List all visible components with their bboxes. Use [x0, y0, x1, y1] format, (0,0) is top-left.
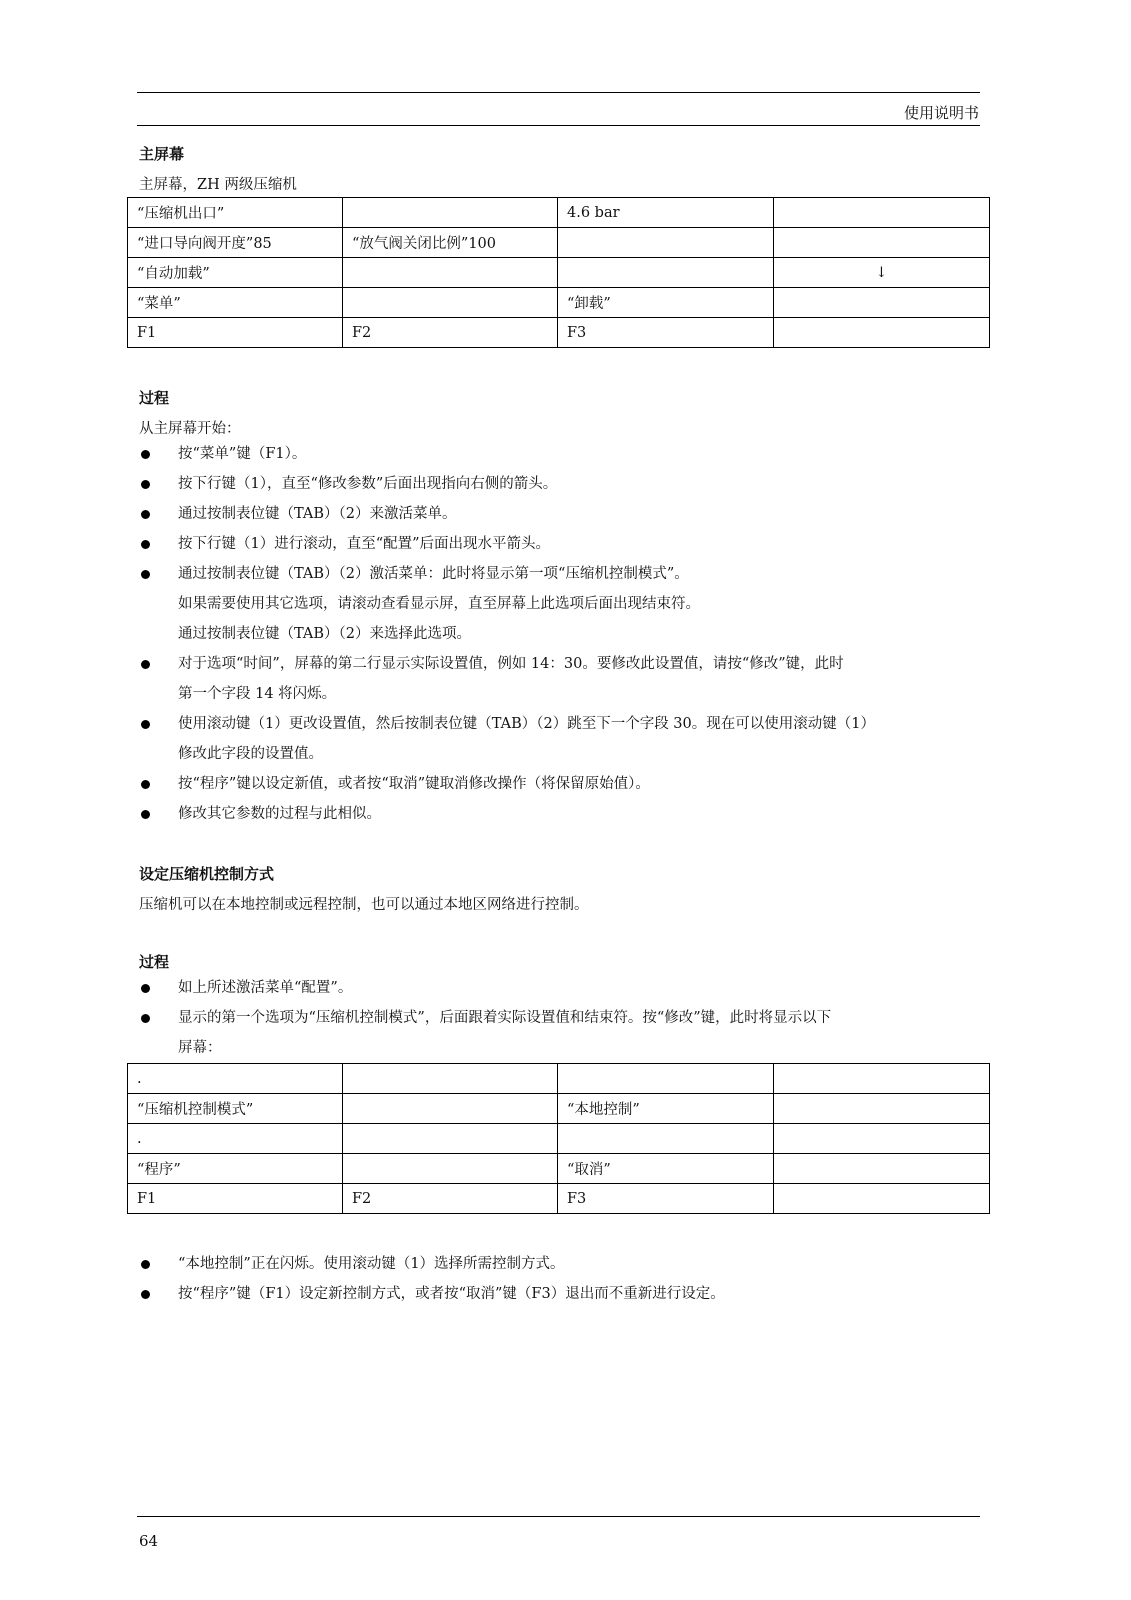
header-rule-top: [137, 92, 980, 93]
table-cell: F2: [343, 1184, 558, 1214]
list-item: [139, 709, 984, 769]
list-item-continuation: 修改此字段的设置值。: [178, 746, 323, 762]
table-cell: [558, 1064, 774, 1094]
table-cell: [774, 198, 990, 228]
table-row: [128, 1094, 990, 1124]
list-item-text: 显示的第一个选项为“压缩机控制模式”，后面跟着实际设置值和结束符。按“修改”键，此时将显示以下: [178, 1010, 832, 1026]
list-item-text: 通过按制表位键（TAB）（2）来激活菜单。: [178, 506, 457, 522]
list-item-text: 使用滚动键（1）更改设置值，然后按制表位键（TAB）（2）跳至下一个字段 30。现在可以使用滚动键（1）: [178, 716, 875, 732]
list-item-continuation: 通过按制表位键（TAB）（2）来选择此选项。: [178, 626, 471, 642]
table-cell: F1: [128, 318, 343, 348]
bullet-dot-icon: [141, 1290, 150, 1299]
main-screen-table-body: [128, 198, 990, 348]
list-item-text: 按“菜单”键（F1）。: [178, 446, 307, 462]
list-item-text: “本地控制”正在闪烁。使用滚动键（1）选择所需控制方式。: [178, 1256, 565, 1272]
table-cell: “自动加载”: [128, 258, 343, 288]
table-cell: [343, 1124, 558, 1154]
table-cell: F1: [128, 1184, 343, 1214]
table-cell: [774, 318, 990, 348]
table-cell: [343, 1154, 558, 1184]
bullet-dot-icon: [141, 1014, 150, 1023]
list-item-continuation: 屏幕：: [178, 1040, 222, 1056]
main-screen-table: [127, 197, 990, 348]
bullet-dot-icon: [141, 570, 150, 579]
table-cell: F2: [343, 318, 558, 348]
footer-rule: [137, 1516, 980, 1517]
bullet-dot-icon: [141, 1260, 150, 1269]
table-cell: [558, 1124, 774, 1154]
list-item: [139, 1003, 984, 1063]
list-item: [139, 799, 984, 829]
list-item: [139, 769, 984, 799]
table-cell: [558, 228, 774, 258]
table-cell: [343, 198, 558, 228]
bullet-dot-icon: [141, 540, 150, 549]
table-cell: ↓: [774, 258, 990, 288]
table-cell: [774, 1154, 990, 1184]
table-cell: [343, 1094, 558, 1124]
table-cell: “压缩机出口”: [128, 198, 343, 228]
process-1-intro: 从主屏幕开始：: [139, 421, 241, 437]
bullet-dot-icon: [141, 510, 150, 519]
list-item-text: 按“程序”键（F1）设定新控制方式，或者按“取消”键（F3）退出而不重新进行设定。: [178, 1286, 725, 1302]
table-cell: [343, 288, 558, 318]
table-cell: F3: [558, 318, 774, 348]
header-rule-bottom: [137, 125, 980, 126]
list-item: [139, 559, 984, 649]
list-item-continuation: 第一个字段 14 将闪烁。: [178, 686, 337, 702]
table-row: [128, 1154, 990, 1184]
process-1-bullet-list: [139, 439, 984, 829]
table-cell: [774, 228, 990, 258]
section-heading-process-1: 过程: [139, 389, 170, 407]
table-cell: “菜单”: [128, 288, 343, 318]
control-mode-screen-table-body: [128, 1064, 990, 1214]
list-item: [139, 973, 984, 1003]
bullet-dot-icon: [141, 984, 150, 993]
list-item: [139, 439, 984, 469]
table-cell: [774, 1064, 990, 1094]
table-row: [128, 318, 990, 348]
bullet-dot-icon: [141, 450, 150, 459]
bullet-dot-icon: [141, 780, 150, 789]
list-item-text: 对于选项“时间”，屏幕的第二行显示实际设置值，例如 14：30。要修改此设置值，请按“修改”键，此时: [178, 656, 844, 672]
table-cell: [558, 258, 774, 288]
table-cell: .: [128, 1064, 343, 1094]
table-cell: [774, 1094, 990, 1124]
table-cell: “程序”: [128, 1154, 343, 1184]
table-cell: [343, 258, 558, 288]
table-cell: “本地控制”: [558, 1094, 774, 1124]
bullet-dot-icon: [141, 720, 150, 729]
table-cell: .: [128, 1124, 343, 1154]
table-cell: F3: [558, 1184, 774, 1214]
table-row: [128, 288, 990, 318]
list-item-text: 按“程序”键以设定新值，或者按“取消”键取消修改操作（将保留原始值）。: [178, 776, 650, 792]
table-cell: “进口导向阀开度”85: [128, 228, 343, 258]
table-cell: “卸载”: [558, 288, 774, 318]
process-2-bullets-after-list: [139, 1249, 984, 1309]
list-item-text: 通过按制表位键（TAB）（2）激活菜单：此时将显示第一项“压缩机控制模式”。: [178, 566, 689, 582]
table-row: [128, 1184, 990, 1214]
table-cell: “放气阀关闭比例”100: [343, 228, 558, 258]
table-cell: [774, 288, 990, 318]
list-item: [139, 499, 984, 529]
section-heading-main-screen: 主屏幕: [139, 145, 185, 163]
table-cell: [774, 1124, 990, 1154]
table-cell: “压缩机控制模式”: [128, 1094, 343, 1124]
list-item: [139, 529, 984, 559]
table-cell: [343, 1064, 558, 1094]
bullet-dot-icon: [141, 810, 150, 819]
process-2-bullet-list: [139, 973, 984, 1063]
list-item: [139, 1249, 984, 1279]
list-item: [139, 649, 984, 709]
table-row: [128, 1064, 990, 1094]
document-title: 使用说明书: [903, 104, 979, 122]
list-item-text: 如上所述激活菜单“配置”。: [178, 980, 353, 996]
table-cell: 4.6 bar: [558, 198, 774, 228]
list-item-text: 按下行键（1）进行滚动，直至“配置”后面出现水平箭头。: [178, 536, 551, 552]
bullet-dot-icon: [141, 480, 150, 489]
table-row: [128, 258, 990, 288]
control-mode-text: 压缩机可以在本地控制或远程控制，也可以通过本地区网络进行控制。: [139, 897, 589, 913]
table-cell: [774, 1184, 990, 1214]
section-heading-process-2: 过程: [139, 953, 170, 971]
list-item: [139, 469, 984, 499]
bullet-dot-icon: [141, 660, 150, 669]
table-row: [128, 1124, 990, 1154]
table-row: [128, 198, 990, 228]
list-item: [139, 1279, 984, 1309]
control-mode-screen-table: [127, 1063, 990, 1214]
table-cell: “取消”: [558, 1154, 774, 1184]
main-screen-caption: 主屏幕，ZH 两级压缩机: [139, 177, 297, 193]
list-item-continuation: 如果需要使用其它选项，请滚动查看显示屏，直至屏幕上此选项后面出现结束符。: [178, 596, 700, 612]
section-heading-control-mode: 设定压缩机控制方式: [139, 865, 275, 883]
page-number: 64: [139, 1532, 159, 1550]
list-item-text: 修改其它参数的过程与此相似。: [178, 806, 381, 822]
table-row: [128, 228, 990, 258]
list-item-text: 按下行键（1），直至“修改参数”后面出现指向右侧的箭头。: [178, 476, 558, 492]
